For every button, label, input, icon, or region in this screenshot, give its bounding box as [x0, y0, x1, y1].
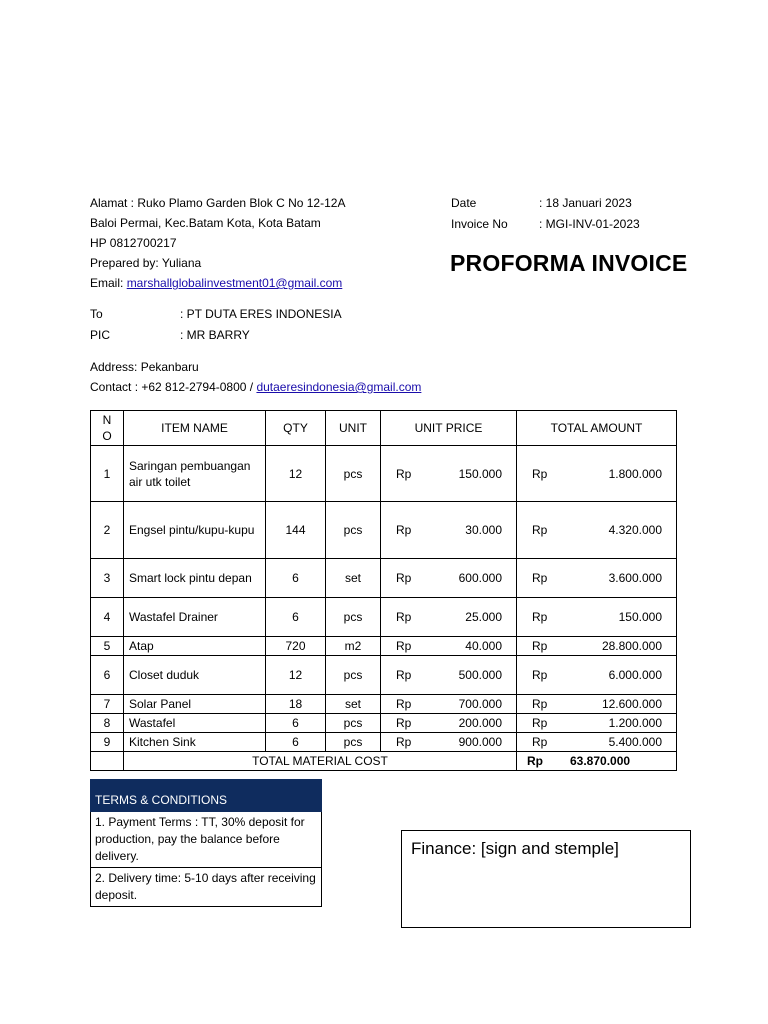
row-unit-price: 900.000 — [458, 735, 502, 749]
pic-value: : MR BARRY — [180, 328, 250, 342]
table-row — [91, 733, 677, 752]
company-email-link[interactable]: marshallglobalinvestment01@gmail.com — [126, 276, 343, 290]
recipient-contact-block — [90, 357, 421, 397]
email-label: Email: — [90, 276, 127, 290]
page-title: PROFORMA INVOICE — [450, 250, 688, 276]
row-unit-price-cell — [381, 656, 517, 695]
table-row — [91, 637, 677, 656]
row-total: 150.000 — [618, 610, 662, 624]
row-item-name: Atap — [124, 637, 266, 656]
row-qty: 720 — [266, 637, 326, 656]
row-qty: 12 — [266, 656, 326, 695]
row-qty: 144 — [266, 502, 326, 559]
invoice-no-label: Invoice No — [451, 217, 508, 231]
row-qty: 12 — [266, 446, 326, 502]
row-unit: pcs — [326, 598, 381, 637]
currency-label: Rp — [532, 571, 548, 585]
row-total: 28.800.000 — [601, 639, 662, 653]
row-item-name: Smart lock pintu depan — [124, 559, 266, 598]
recipient-address: Address: Pekanbaru — [90, 360, 199, 374]
total-currency: Rp — [527, 754, 543, 768]
row-no: 8 — [91, 714, 124, 733]
currency-label: Rp — [532, 466, 548, 481]
currency-label: Rp — [396, 668, 412, 682]
row-unit-price: 700.000 — [458, 697, 502, 711]
total-row — [91, 752, 677, 771]
row-no: 1 — [91, 446, 124, 502]
row-unit-price-cell — [381, 446, 517, 502]
currency-label: Rp — [532, 668, 548, 682]
recipient-block — [90, 304, 342, 346]
currency-label: Rp — [532, 610, 548, 624]
company-info — [90, 193, 345, 293]
row-unit-price-cell — [381, 502, 517, 559]
total-label: TOTAL MATERIAL COST — [124, 752, 517, 771]
invoice-no-row — [451, 214, 640, 235]
row-total-cell — [517, 559, 677, 598]
row-unit-price-cell — [381, 637, 517, 656]
invoice-no-value: : MGI-INV-01-2023 — [539, 217, 640, 231]
row-unit-price: 40.000 — [465, 639, 502, 653]
row-unit-price: 30.000 — [465, 523, 502, 537]
row-total-cell — [517, 598, 677, 637]
row-unit-price-cell — [381, 559, 517, 598]
row-no: 7 — [91, 695, 124, 714]
row-item-name: Wastafel — [124, 714, 266, 733]
row-total: 6.000.000 — [608, 668, 662, 682]
currency-label: Rp — [532, 716, 548, 730]
row-total: 1.200.000 — [608, 716, 662, 730]
table-row — [91, 502, 677, 559]
currency-label: Rp — [396, 697, 412, 711]
total-value: 63.870.000 — [570, 754, 631, 768]
row-total-cell — [517, 637, 677, 656]
row-no: 4 — [91, 598, 124, 637]
row-item-name: Solar Panel — [124, 695, 266, 714]
currency-label: Rp — [532, 697, 548, 711]
header-qty: QTY — [266, 411, 326, 446]
header-total-amount: TOTAL AMOUNT — [517, 411, 677, 446]
row-unit-price: 150.000 — [458, 466, 502, 481]
company-phone: HP 0812700217 — [90, 236, 177, 250]
currency-label: Rp — [396, 466, 412, 481]
date-row — [451, 193, 640, 214]
row-unit-price: 25.000 — [465, 610, 502, 624]
table-row — [91, 714, 677, 733]
header-item: ITEM NAME — [124, 411, 266, 446]
row-unit: set — [326, 559, 381, 598]
table-row — [91, 446, 677, 502]
row-total: 5.400.000 — [608, 735, 662, 749]
total-value-cell — [517, 752, 677, 771]
row-unit: set — [326, 695, 381, 714]
currency-label: Rp — [396, 735, 412, 749]
date-label: Date — [451, 196, 477, 210]
row-unit: pcs — [326, 733, 381, 752]
terms-table — [90, 779, 322, 907]
table-row — [91, 559, 677, 598]
row-qty: 6 — [266, 559, 326, 598]
row-total-cell — [517, 733, 677, 752]
recipient-contact — [90, 377, 421, 397]
row-qty: 18 — [266, 695, 326, 714]
row-total-cell — [517, 502, 677, 559]
prepared-by: Prepared by: Yuliana — [90, 256, 202, 270]
row-total-cell — [517, 446, 677, 502]
row-no: 6 — [91, 656, 124, 695]
row-unit-price: 200.000 — [458, 716, 502, 730]
table-header-row — [91, 411, 677, 446]
row-no: 5 — [91, 637, 124, 656]
row-item-name: Engsel pintu/kupu-kupu — [124, 502, 266, 559]
row-qty: 6 — [266, 733, 326, 752]
currency-label: Rp — [396, 610, 412, 624]
row-unit-price: 500.000 — [458, 668, 502, 682]
row-unit: m2 — [326, 637, 381, 656]
row-total-cell — [517, 714, 677, 733]
row-item-name: Closet duduk — [124, 656, 266, 695]
pic-label: PIC — [90, 328, 111, 342]
row-total: 3.600.000 — [608, 571, 662, 585]
row-unit-price: 600.000 — [458, 571, 502, 585]
invoice-table — [90, 410, 677, 771]
row-no: 9 — [91, 733, 124, 752]
row-unit: pcs — [326, 656, 381, 695]
row-unit: pcs — [326, 446, 381, 502]
company-address-line1: Alamat : Ruko Plamo Garden Blok C No 12-12A — [90, 196, 346, 210]
to-label: To — [90, 307, 103, 321]
date-value: : 18 Januari 2023 — [539, 196, 632, 210]
table-row — [91, 656, 677, 695]
header-no: N O — [91, 411, 124, 446]
row-no: 3 — [91, 559, 124, 598]
finance-label: Finance: [sign and stemple] — [411, 839, 619, 858]
table-row — [91, 598, 677, 637]
row-qty: 6 — [266, 598, 326, 637]
currency-label: Rp — [532, 735, 548, 749]
finance-signature-box — [401, 830, 691, 928]
row-total: 4.320.000 — [608, 523, 662, 537]
row-item-name: Kitchen Sink — [124, 733, 266, 752]
row-unit-price-cell — [381, 733, 517, 752]
to-value: : PT DUTA ERES INDONESIA — [180, 307, 342, 321]
currency-label: Rp — [532, 523, 548, 537]
row-total-cell — [517, 695, 677, 714]
total-empty-cell — [91, 752, 124, 771]
currency-label: Rp — [532, 639, 548, 653]
row-total: 12.600.000 — [601, 697, 662, 711]
row-qty: 6 — [266, 714, 326, 733]
row-unit: pcs — [326, 714, 381, 733]
row-total-cell — [517, 656, 677, 695]
header-unit-price: UNIT PRICE — [381, 411, 517, 446]
company-address-line2: Baloi Permai, Kec.Batam Kota, Kota Batam — [90, 216, 321, 230]
row-item-name: Saringan pembuangan air utk toilet — [124, 446, 266, 502]
currency-label: Rp — [396, 639, 412, 653]
company-email-line — [90, 273, 345, 293]
currency-label: Rp — [396, 571, 412, 585]
invoice-meta — [451, 193, 640, 235]
row-item-name: Wastafel Drainer — [124, 598, 266, 637]
row-unit-price-cell — [381, 598, 517, 637]
row-unit: pcs — [326, 502, 381, 559]
contact-email-link[interactable]: dutaeresindonesia@gmail.com — [256, 380, 422, 394]
table-body — [91, 446, 677, 771]
pic-row — [90, 325, 342, 346]
row-unit-price-cell — [381, 714, 517, 733]
terms-title: TERMS & CONDITIONS — [91, 780, 322, 812]
table-row — [91, 695, 677, 714]
row-no: 2 — [91, 502, 124, 559]
currency-label: Rp — [396, 716, 412, 730]
row-unit-price-cell — [381, 695, 517, 714]
header-unit: UNIT — [326, 411, 381, 446]
currency-label: Rp — [396, 523, 412, 537]
contact-prefix: Contact : +62 812-2794-0800 / — [90, 380, 257, 394]
row-total: 1.800.000 — [608, 466, 662, 481]
terms-item-1: 1. Payment Terms : TT, 30% deposit for production, pay the balance before delivery. — [91, 812, 322, 868]
to-row — [90, 304, 342, 325]
terms-item-2: 2. Delivery time: 5-10 days after receiving deposit. — [91, 868, 322, 907]
